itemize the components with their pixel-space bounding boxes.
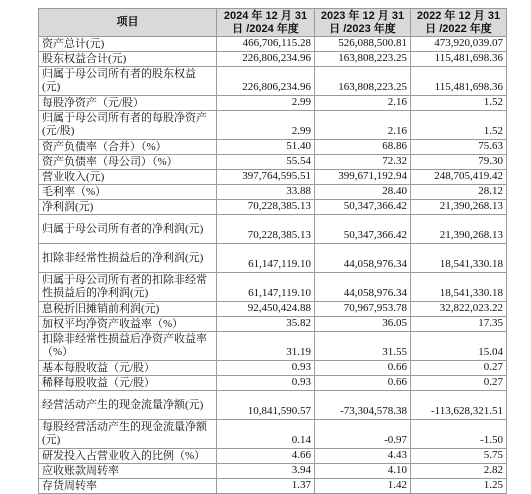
header-2023: 2023 年 12 月 31 日 /2023 年度 bbox=[315, 9, 411, 37]
cell-2022: -113,628,321.51 bbox=[411, 391, 507, 420]
cell-2023: 2.16 bbox=[315, 96, 411, 111]
cell-2024: 1.37 bbox=[217, 479, 315, 494]
row-label: 归属于母公司所有者的股东权益(元) bbox=[39, 67, 217, 96]
cell-2024: 61,147,119.10 bbox=[217, 244, 315, 273]
cell-2024: 0.93 bbox=[217, 376, 315, 391]
cell-2024: 2.99 bbox=[217, 111, 315, 140]
cell-2022: 32,822,023.22 bbox=[411, 302, 507, 317]
row-label: 营业收入(元) bbox=[39, 170, 217, 185]
cell-2024: 397,764,595.51 bbox=[217, 170, 315, 185]
cell-2023: 399,671,192.94 bbox=[315, 170, 411, 185]
cell-2023: 72.32 bbox=[315, 155, 411, 170]
cell-2022: 18,541,330.18 bbox=[411, 244, 507, 273]
row-label: 股东权益合计(元) bbox=[39, 52, 217, 67]
cell-2022: 21,390,268.13 bbox=[411, 215, 507, 244]
cell-2023: 28.40 bbox=[315, 185, 411, 200]
cell-2024: 226,806,234.96 bbox=[217, 67, 315, 96]
cell-2023: 1.42 bbox=[315, 479, 411, 494]
table-row bbox=[39, 464, 507, 479]
cell-2024: 70,228,385.13 bbox=[217, 215, 315, 244]
row-label: 经营活动产生的现金流量净额(元) bbox=[39, 391, 217, 420]
row-label: 应收账款周转率 bbox=[39, 464, 217, 479]
cell-2024: 33.88 bbox=[217, 185, 315, 200]
table-row bbox=[39, 52, 507, 67]
cell-2023: 44,058,976.34 bbox=[315, 273, 411, 302]
row-label: 研发投入占营业收入的比例（%） bbox=[39, 449, 217, 464]
cell-2024: 0.93 bbox=[217, 361, 315, 376]
row-label: 资产负债率（合并）（%） bbox=[39, 140, 217, 155]
cell-2024: 2.99 bbox=[217, 96, 315, 111]
cell-2024: 55.54 bbox=[217, 155, 315, 170]
table-row bbox=[39, 302, 507, 317]
cell-2022: 79.30 bbox=[411, 155, 507, 170]
cell-2023: 2.16 bbox=[315, 111, 411, 140]
cell-2024: 226,806,234.96 bbox=[217, 52, 315, 67]
cell-2023: 50,347,366.42 bbox=[315, 200, 411, 215]
table-row bbox=[39, 96, 507, 111]
cell-2022: 0.27 bbox=[411, 361, 507, 376]
row-label: 资产负债率（母公司）（%） bbox=[39, 155, 217, 170]
cell-2022: 75.63 bbox=[411, 140, 507, 155]
cell-2023: 4.43 bbox=[315, 449, 411, 464]
cell-2022: 115,481,698.36 bbox=[411, 52, 507, 67]
row-label: 息税折旧摊销前利润(元) bbox=[39, 302, 217, 317]
cell-2022: 248,705,419.42 bbox=[411, 170, 507, 185]
cell-2022: 21,390,268.13 bbox=[411, 200, 507, 215]
cell-2024: 92,450,424.88 bbox=[217, 302, 315, 317]
row-label: 基本每股收益（元/股） bbox=[39, 361, 217, 376]
cell-2022: -1.50 bbox=[411, 420, 507, 449]
cell-2024: 35.82 bbox=[217, 317, 315, 332]
row-label: 加权平均净资产收益率（%） bbox=[39, 317, 217, 332]
financial-table-wrapper bbox=[38, 8, 506, 494]
table-row bbox=[39, 37, 507, 52]
table-row bbox=[39, 273, 507, 302]
table-row bbox=[39, 479, 507, 494]
cell-2022: 15.04 bbox=[411, 332, 507, 361]
table-row bbox=[39, 420, 507, 449]
cell-2023: 36.05 bbox=[315, 317, 411, 332]
cell-2024: 4.66 bbox=[217, 449, 315, 464]
table-row bbox=[39, 244, 507, 273]
table-row bbox=[39, 67, 507, 96]
cell-2023: 70,967,953.78 bbox=[315, 302, 411, 317]
table-row bbox=[39, 111, 507, 140]
table-row bbox=[39, 391, 507, 420]
cell-2022: 5.75 bbox=[411, 449, 507, 464]
cell-2024: 3.94 bbox=[217, 464, 315, 479]
cell-2024: 0.14 bbox=[217, 420, 315, 449]
cell-2024: 466,706,115.28 bbox=[217, 37, 315, 52]
row-label: 毛利率（%） bbox=[39, 185, 217, 200]
row-label: 扣除非经常性损益后净资产收益率（%） bbox=[39, 332, 217, 361]
row-label: 扣除非经常性损益后的净利润(元) bbox=[39, 244, 217, 273]
header-item: 项目 bbox=[39, 9, 217, 37]
row-label: 每股经营活动产生的现金流量净额(元) bbox=[39, 420, 217, 449]
table-row bbox=[39, 449, 507, 464]
financial-indicators-table bbox=[38, 8, 507, 494]
row-label: 资产总计(元) bbox=[39, 37, 217, 52]
cell-2023: -73,304,578.38 bbox=[315, 391, 411, 420]
table-row bbox=[39, 317, 507, 332]
cell-2022: 115,481,698.36 bbox=[411, 67, 507, 96]
row-label: 每股净资产（元/股） bbox=[39, 96, 217, 111]
row-label: 稀释每股收益（元/股） bbox=[39, 376, 217, 391]
cell-2024: 10,841,590.57 bbox=[217, 391, 315, 420]
table-row bbox=[39, 215, 507, 244]
table-row bbox=[39, 170, 507, 185]
table-row bbox=[39, 140, 507, 155]
cell-2022: 0.27 bbox=[411, 376, 507, 391]
cell-2023: 44,058,976.34 bbox=[315, 244, 411, 273]
cell-2023: 68.86 bbox=[315, 140, 411, 155]
cell-2024: 31.19 bbox=[217, 332, 315, 361]
cell-2023: 0.66 bbox=[315, 376, 411, 391]
cell-2022: 17.35 bbox=[411, 317, 507, 332]
table-row bbox=[39, 185, 507, 200]
cell-2022: 28.12 bbox=[411, 185, 507, 200]
cell-2022: 1.25 bbox=[411, 479, 507, 494]
table-header-row bbox=[39, 9, 507, 37]
cell-2023: 31.55 bbox=[315, 332, 411, 361]
cell-2023: 163,808,223.25 bbox=[315, 67, 411, 96]
cell-2022: 18,541,330.18 bbox=[411, 273, 507, 302]
row-label: 归属于母公司所有者的扣除非经常性损益后的净利润(元) bbox=[39, 273, 217, 302]
cell-2023: 526,088,500.81 bbox=[315, 37, 411, 52]
cell-2022: 473,920,039.07 bbox=[411, 37, 507, 52]
cell-2023: 4.10 bbox=[315, 464, 411, 479]
row-label: 归属于母公司所有者的每股净资产(元/股) bbox=[39, 111, 217, 140]
cell-2023: 0.66 bbox=[315, 361, 411, 376]
table-row bbox=[39, 332, 507, 361]
cell-2024: 70,228,385.13 bbox=[217, 200, 315, 215]
table-row bbox=[39, 361, 507, 376]
cell-2022: 1.52 bbox=[411, 111, 507, 140]
cell-2022: 1.52 bbox=[411, 96, 507, 111]
cell-2024: 61,147,119.10 bbox=[217, 273, 315, 302]
table-row bbox=[39, 376, 507, 391]
cell-2023: -0.97 bbox=[315, 420, 411, 449]
row-label: 归属于母公司所有者的净利润(元) bbox=[39, 215, 217, 244]
cell-2023: 50,347,366.42 bbox=[315, 215, 411, 244]
table-row bbox=[39, 155, 507, 170]
cell-2023: 163,808,223.25 bbox=[315, 52, 411, 67]
row-label: 净利润(元) bbox=[39, 200, 217, 215]
table-row bbox=[39, 200, 507, 215]
row-label: 存货周转率 bbox=[39, 479, 217, 494]
header-2022: 2022 年 12 月 31 日 /2022 年度 bbox=[411, 9, 507, 37]
cell-2022: 2.82 bbox=[411, 464, 507, 479]
header-2024: 2024 年 12 月 31 日 /2024 年度 bbox=[217, 9, 315, 37]
cell-2024: 51.40 bbox=[217, 140, 315, 155]
